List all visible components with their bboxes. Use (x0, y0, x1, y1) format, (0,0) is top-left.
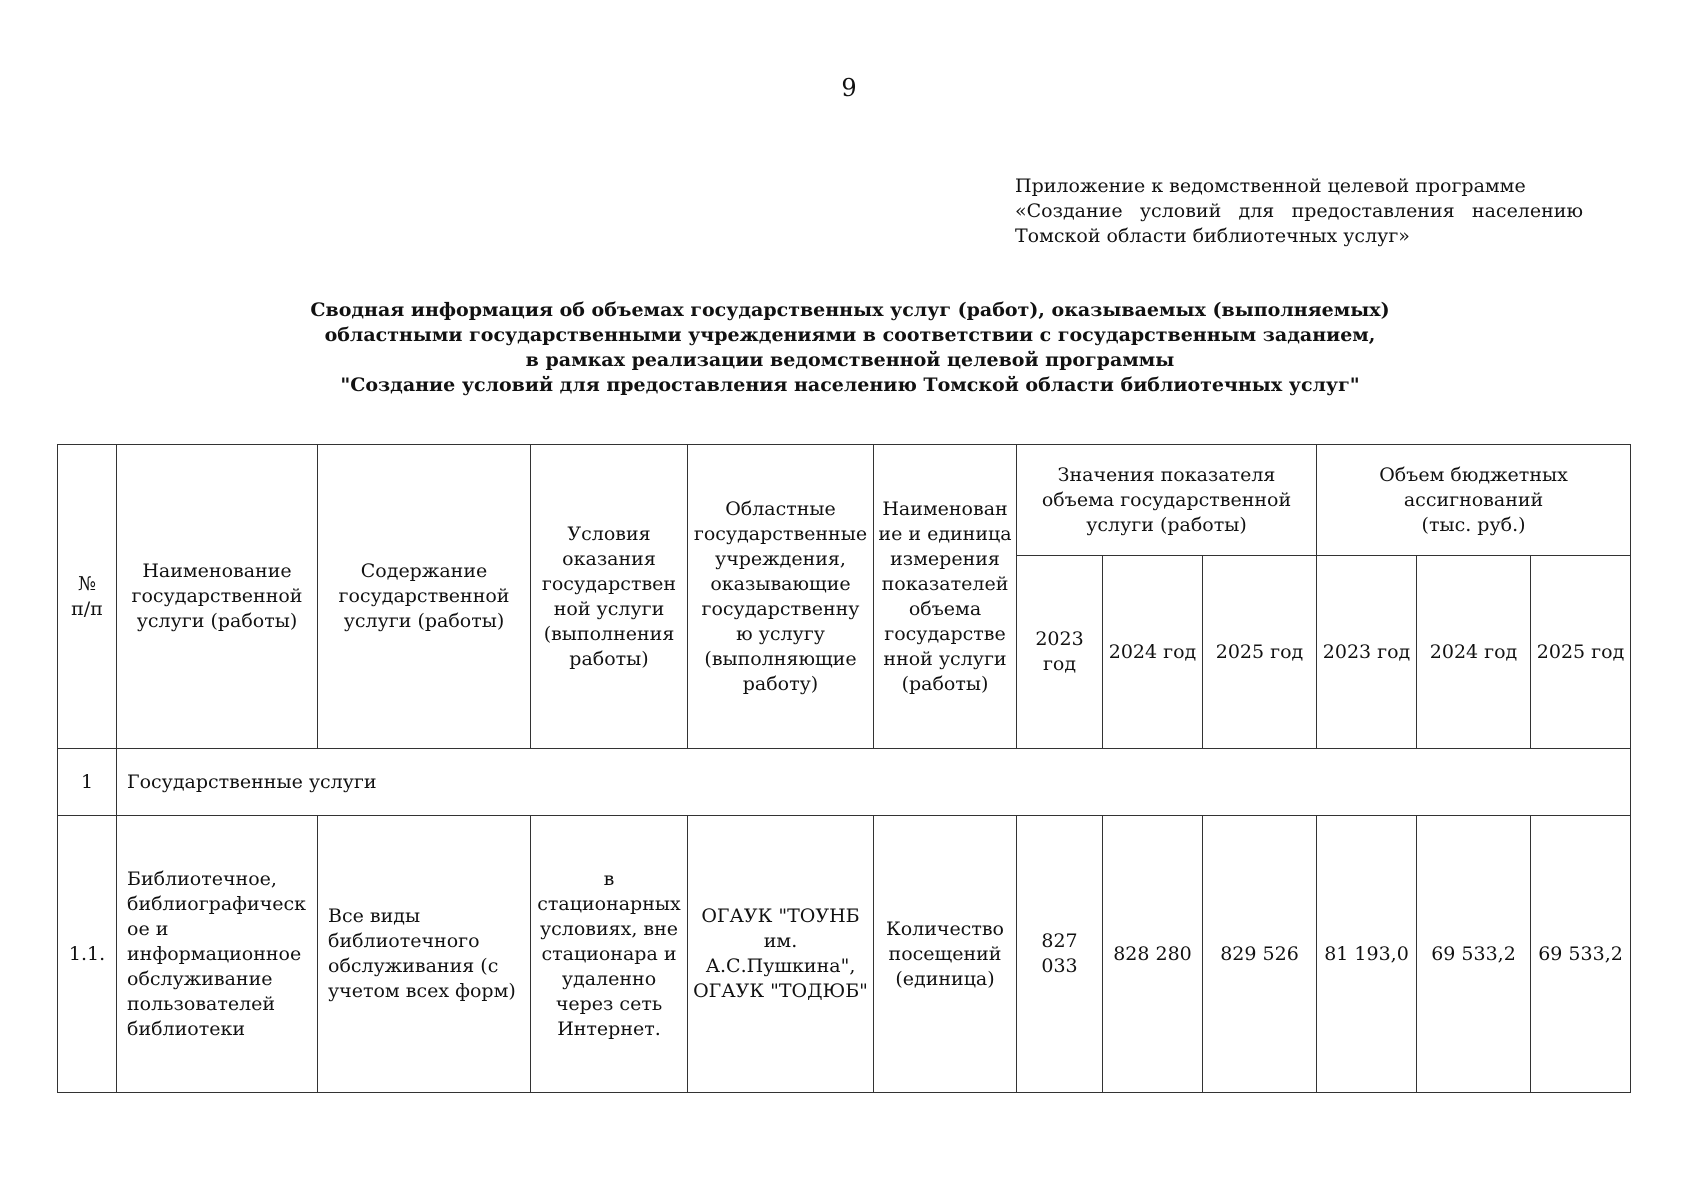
row-budget-2024: 69 533,2 (1417, 816, 1531, 1093)
title-line-2: областными государственными учреждениями в соответствии с государственным заданием, (324, 324, 1376, 346)
row-service-name: Библиотечное, библиографическое и информационное обслуживание пользователей библиотеки (117, 816, 318, 1093)
row-budget-2025: 69 533,2 (1531, 816, 1631, 1093)
section-num: 1 (58, 749, 117, 816)
appendix-line-3: Томской области библиотечных услуг» (1015, 225, 1410, 247)
appendix-line-2: «Создание условий для предоставления населению (1015, 200, 1583, 222)
row-volume-2023: 827 033 (1017, 816, 1103, 1093)
row-indicator: Количество посещений (единица) (874, 816, 1017, 1093)
row-volume-2025: 829 526 (1203, 816, 1317, 1093)
table-row (58, 816, 1631, 1093)
header-conditions: Условия оказания государствен ной услуги (выполнения работы) (531, 445, 688, 749)
header-volume-2024: 2024 год (1103, 556, 1203, 749)
header-budget-group: Объем бюджетных ассигнований (тыс. руб.) (1317, 445, 1631, 556)
table-header-row (58, 445, 1631, 556)
title-line-3: в рамках реализации ведомственной целевой программы (525, 349, 1175, 371)
row-volume-2024: 828 280 (1103, 816, 1203, 1093)
header-indicator: Наименован ие и единица измерения показателей объема государстве нной услуги (работы) (874, 445, 1017, 749)
header-service-content: Содержание государственной услуги (работы) (318, 445, 531, 749)
document-title (200, 298, 1500, 398)
row-service-content: Все виды библиотечного обслуживания (с учетом всех форм) (318, 816, 531, 1093)
header-service-name: Наименование государственной услуги (работы) (117, 445, 318, 749)
header-budget-2024: 2024 год (1417, 556, 1531, 749)
row-institutions: ОГАУК "ТОУНБ им. А.С.Пушкина", ОГАУК "ТОДЮБ" (688, 816, 874, 1093)
page-number: 9 (841, 74, 857, 102)
row-conditions: в стационарных условиях, вне стационара и удаленно через сеть Интернет. (531, 816, 688, 1093)
section-row (58, 749, 1631, 816)
title-line-4: "Создание условий для предоставления населению Томской области библиотечных услуг" (340, 374, 1360, 396)
section-label: Государственные услуги (117, 749, 1631, 816)
appendix-line-1: Приложение к ведомственной целевой программе (1015, 175, 1526, 197)
header-num: № п/п (58, 445, 117, 749)
appendix-note (1015, 174, 1583, 249)
header-institutions: Областные государственные учреждения, оказывающие государственну ю услугу (выполняющие работу) (688, 445, 874, 749)
header-budget-2023: 2023 год (1317, 556, 1417, 749)
row-num: 1.1. (58, 816, 117, 1093)
summary-table (57, 444, 1631, 1093)
header-volume-group: Значения показателя объема государственной услуги (работы) (1017, 445, 1317, 556)
header-budget-2025: 2025 год (1531, 556, 1631, 749)
header-volume-2023: 2023 год (1017, 556, 1103, 749)
header-volume-2025: 2025 год (1203, 556, 1317, 749)
title-line-1: Сводная информация об объемах государственных услуг (работ), оказываемых (выполняемых) (310, 299, 1390, 321)
row-budget-2023: 81 193,0 (1317, 816, 1417, 1093)
